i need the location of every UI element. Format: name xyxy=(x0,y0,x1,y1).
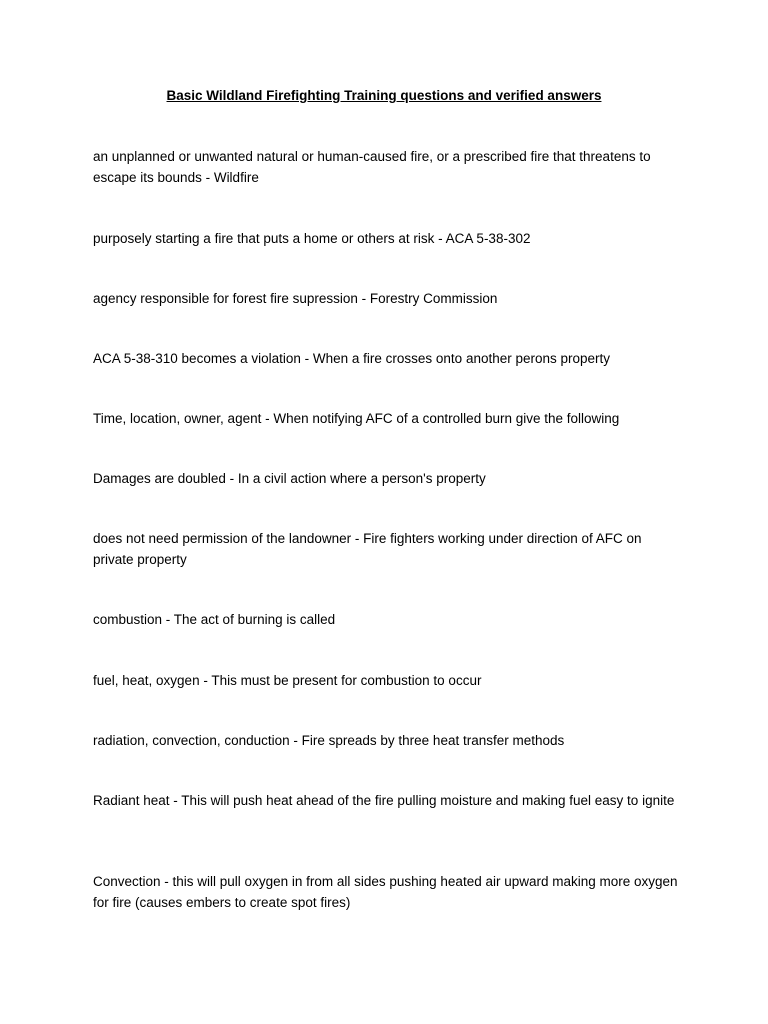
qa-entry: Radiant heat - This will push heat ahead of the fire pulling moisture and making fuel easy to ignite xyxy=(93,793,675,808)
document-title: Basic Wildland Firefighting Training questions and verified answers xyxy=(166,88,602,103)
qa-entry: agency responsible for forest fire supression - Forestry Commission xyxy=(93,291,498,306)
qa-entry: Damages are doubled - In a civil action where a person's property xyxy=(93,471,486,486)
qa-entry: does not need permission of the landowner - Fire fighters working under direction of AFC on private property xyxy=(93,531,642,567)
qa-entry: ACA 5-38-310 becomes a violation - When a fire crosses onto another perons property xyxy=(93,351,611,366)
qa-entry: radiation, convection, conduction - Fire spreads by three heat transfer methods xyxy=(93,733,565,748)
qa-entry: an unplanned or unwanted natural or human-caused fire, or a prescribed fire that threatens to escape its bounds - Wildfire xyxy=(93,149,651,185)
qa-entry: Time, location, owner, agent - When notifying AFC of a controlled burn give the following xyxy=(93,411,620,426)
qa-entry: Convection - this will pull oxygen in from all sides pushing heated air upward making more oxygen for fire (causes embers to create spot fires) xyxy=(93,874,678,910)
qa-entry: combustion - The act of burning is called xyxy=(93,612,336,627)
qa-entry: purposely starting a fire that puts a home or others at risk - ACA 5-38-302 xyxy=(93,231,531,246)
qa-entry: fuel, heat, oxygen - This must be present for combustion to occur xyxy=(93,673,482,688)
